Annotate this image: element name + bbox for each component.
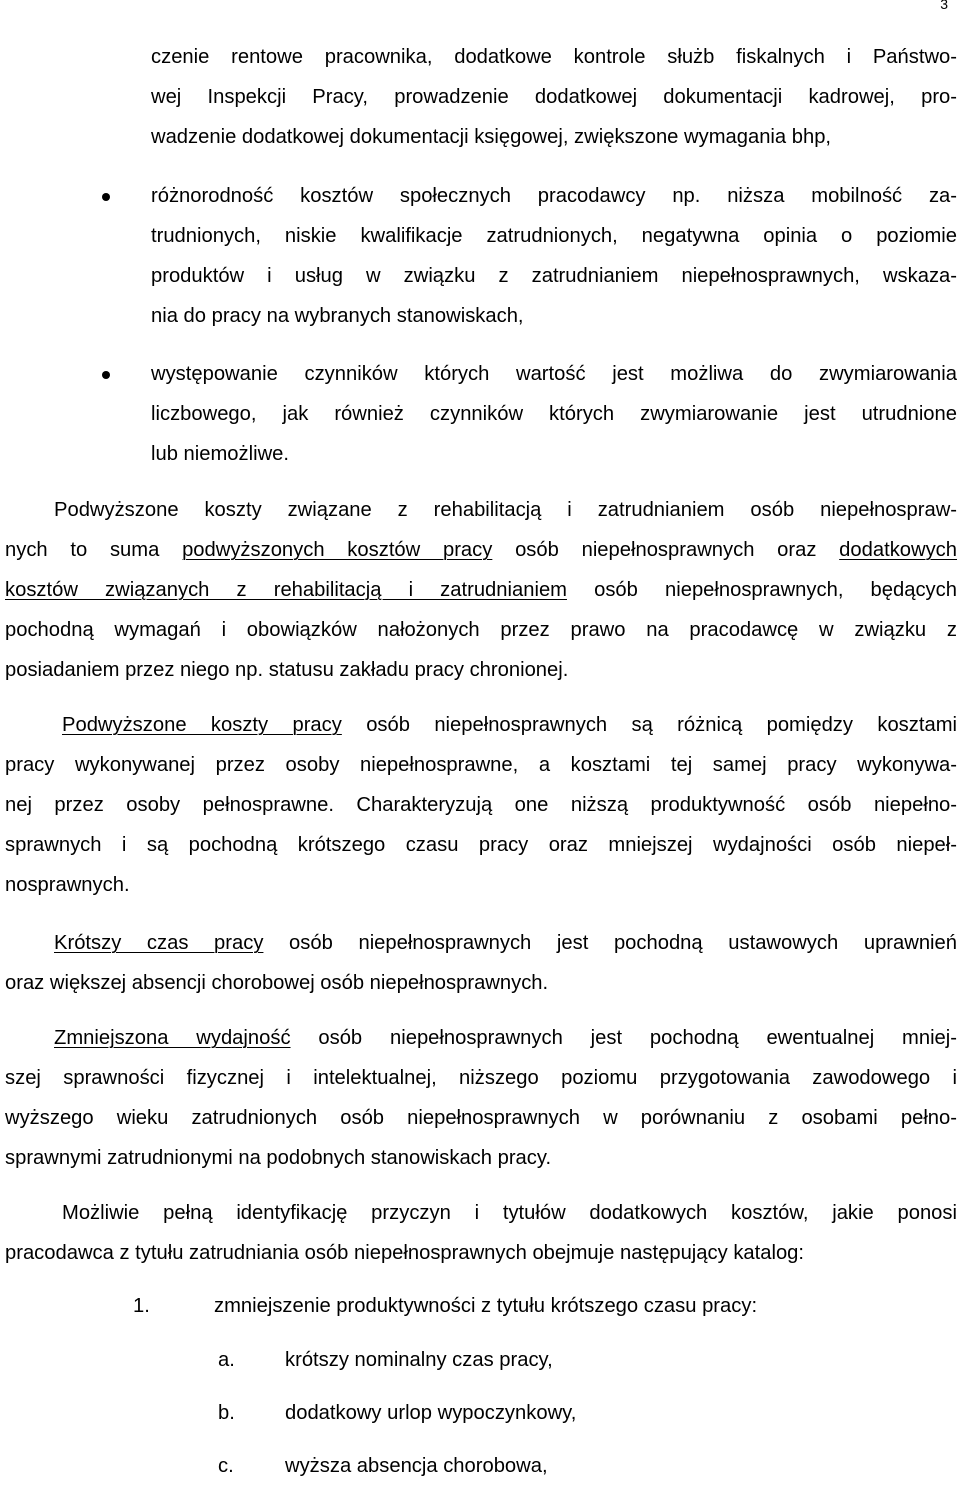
bullet-dot-icon	[102, 371, 110, 379]
bullet-dot-icon	[102, 193, 110, 201]
bullet2-line-1: różnorodność kosztów społecznych pracodawcy np. niższa mobilność za-	[151, 185, 957, 207]
para1-line-3: kosztów związanych z rehabilitacją i zatrudnianiem osób niepełnosprawnych, będących	[5, 579, 957, 601]
underlined-term: kosztów związanych z rehabilitacją i zatrudnianiem	[5, 579, 567, 601]
para3-line-1: Krótszy czas pracy osób niepełnosprawnych jest pochodną ustawowych uprawnień	[54, 932, 957, 954]
para2-line-2: pracy wykonywanej przez osoby niepełnosprawne, a kosztami tej samej pracy wykonywa-	[5, 754, 957, 776]
sublist-item: dodatkowy urlop wypoczynkowy,	[285, 1402, 577, 1424]
para2-line-4: sprawnych i są pochodną krótszego czasu pracy oraz mniejszej wydajności osób niepeł-	[5, 834, 957, 856]
page-number: 3	[940, 0, 948, 12]
bullet1-line-3: wadzenie dodatkowej dokumentacji księgowej, zwiększone wymagania bhp,	[151, 126, 832, 148]
underlined-term: Zmniejszona wydajność	[54, 1027, 291, 1049]
para2-line-3: nej przez osoby pełnosprawne. Charakteryzują one niższą produktywność osób niepełno-	[5, 794, 957, 816]
list-item-text: zmniejszenie produktywności z tytułu krótszego czasu pracy:	[214, 1295, 758, 1317]
para4-line-3: wyższego wieku zatrudnionych osób niepełnosprawnych w porównaniu z osobami pełno-	[5, 1107, 957, 1129]
bullet1-line-1: czenie rentowe pracownika, dodatkowe kontrole służb fiskalnych i Państwo-	[151, 46, 957, 68]
underlined-term: Podwyższone koszty pracy	[62, 714, 342, 736]
underlined-term: podwyższonych kosztów pracy	[182, 539, 493, 561]
para1-line-5: posiadaniem przez niego np. statusu zakładu pracy chronionej.	[5, 659, 569, 681]
sublist-item: krótszy nominalny czas pracy,	[285, 1349, 553, 1371]
underlined-term: dodatkowych	[839, 539, 958, 561]
bullet3-line-3: lub niemożliwe.	[151, 443, 290, 465]
para4-line-2: szej sprawności fizycznej i intelektualnej, niższego poziomu przygotowania zawodowego i	[5, 1067, 957, 1089]
para2-line-1: Podwyższone koszty pracy osób niepełnosprawnych są różnicą pomiędzy kosztami	[62, 714, 957, 736]
para1-line-2: nych to suma podwyższonych kosztów pracy osób niepełnosprawnych oraz dodatkowych	[5, 539, 958, 561]
sublist-item: wyższa absencja chorobowa,	[285, 1455, 548, 1477]
bullet2-line-3: produktów i usług w związku z zatrudnianiem niepełnosprawnych, wskaza-	[151, 265, 957, 287]
bullet3-line-2: liczbowego, jak również czynników których zwymiarowanie jest utrudnione	[151, 403, 957, 425]
bullet1-line-2: wej Inspekcji Pracy, prowadzenie dodatkowej dokumentacji kadrowej, pro-	[151, 86, 957, 108]
para1-line-4: pochodną wymagań i obowiązków nałożonych przez prawo na pracodawcę w związku z	[5, 619, 957, 641]
para2-line-5: nosprawnych.	[5, 874, 130, 896]
sublist-label: c.	[218, 1455, 234, 1477]
para5-line-2: pracodawca z tytułu zatrudniania osób niepełnosprawnych obejmuje następujący katalog:	[5, 1242, 805, 1264]
bullet2-line-4: nia do pracy na wybranych stanowiskach,	[151, 305, 524, 327]
underlined-term: Krótszy czas pracy	[54, 932, 264, 954]
list-item-number: 1.	[133, 1295, 150, 1317]
para1-line-1: Podwyższone koszty związane z rehabilitacją i zatrudnianiem osób niepełnospraw-	[54, 499, 957, 521]
para3-line-2: oraz większej absencji chorobowej osób niepełnosprawnych.	[5, 972, 549, 994]
para5-line-1: Możliwie pełną identyfikację przyczyn i tytułów dodatkowych kosztów, jakie ponosi	[62, 1202, 957, 1224]
bullet2-line-2: trudnionych, niskie kwalifikacje zatrudnionych, negatywna opinia o poziomie	[151, 225, 957, 247]
sublist-label: a.	[218, 1349, 235, 1371]
sublist-label: b.	[218, 1402, 235, 1424]
para4-line-1: Zmniejszona wydajność osób niepełnosprawnych jest pochodną ewentualnej mniej-	[54, 1027, 957, 1049]
para4-line-4: sprawnymi zatrudnionymi na podobnych stanowiskach pracy.	[5, 1147, 552, 1169]
bullet3-line-1: występowanie czynników których wartość jest możliwa do zwymiarowania	[151, 363, 957, 385]
